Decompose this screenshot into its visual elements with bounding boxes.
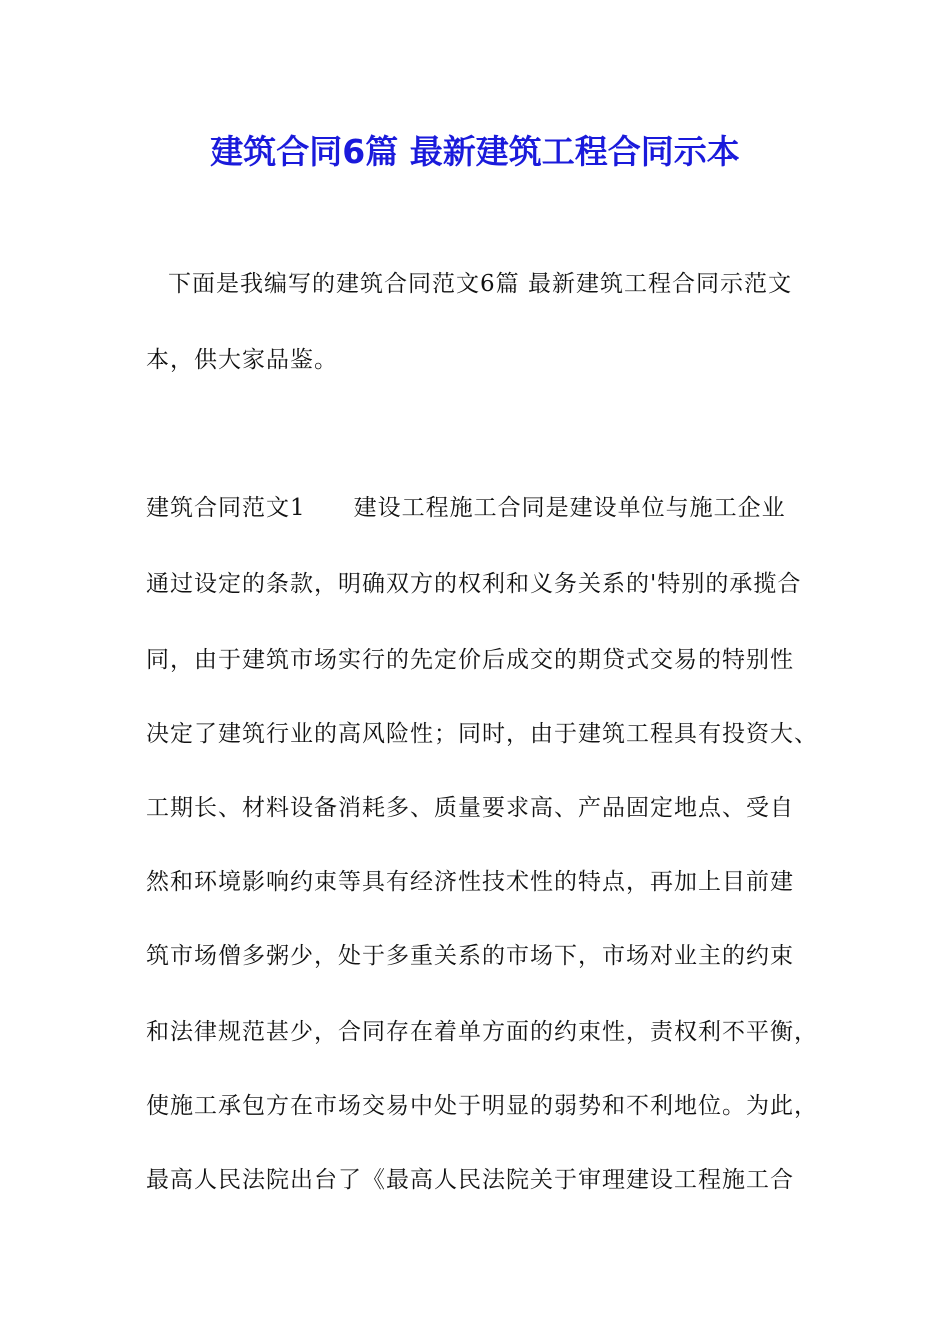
intro-line: 本，供大家品鉴。 [146, 347, 338, 373]
body-line: 通过设定的条款，明确双方的权利和义务关系的'特别的承揽合 [146, 571, 802, 597]
body-line: 然和环境影响约束等具有经济性技术性的特点，再加上目前建 [146, 869, 794, 895]
body-line: 建筑合同范文1 建设工程施工合同是建设单位与施工企业 [146, 495, 786, 521]
body-line: 和法律规范甚少，合同存在着单方面的约束性，责权利不平衡， [146, 1019, 818, 1045]
intro-line: 下面是我编写的建筑合同范文6篇 最新建筑工程合同示范文 [168, 271, 792, 297]
body-line: 筑市场僧多粥少，处于多重关系的市场下，市场对业主的约束 [146, 943, 794, 969]
body-line: 决定了建筑行业的高风险性；同时，由于建筑工程具有投资大、 [146, 721, 818, 747]
body-line: 工期长、材料设备消耗多、质量要求高、产品固定地点、受自 [146, 795, 794, 821]
body-line: 同，由于建筑市场实行的先定价后成交的期贷式交易的特别性 [146, 647, 794, 673]
body-line: 最高人民法院出台了《最高人民法院关于审理建设工程施工合 [146, 1167, 794, 1193]
document-title: 建筑合同6篇 最新建筑工程合同示本 [210, 132, 740, 171]
body-line: 使施工承包方在市场交易中处于明显的弱势和不利地位。为此， [146, 1093, 818, 1119]
